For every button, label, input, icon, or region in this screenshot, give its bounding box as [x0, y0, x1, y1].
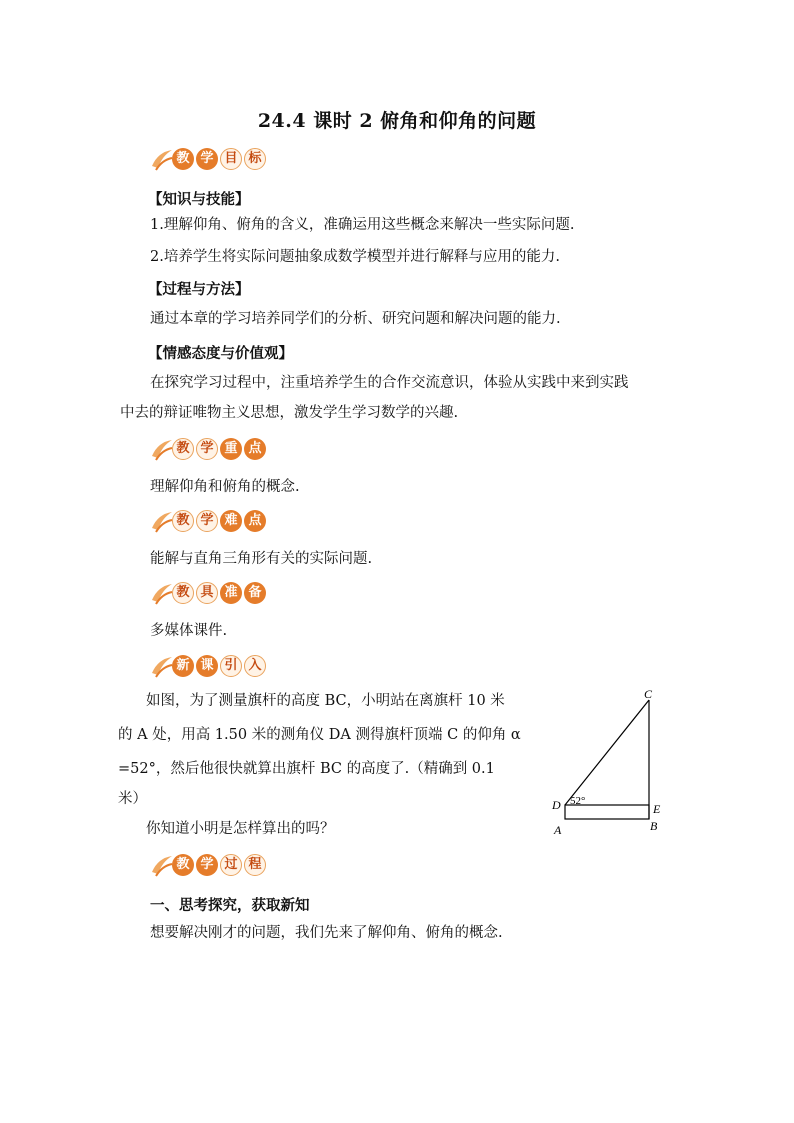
badge-char: 重 [220, 438, 242, 460]
badge-char: 引 [220, 655, 242, 677]
badge-char: 教 [172, 854, 194, 876]
tools-text: 多媒体课件. [150, 623, 228, 639]
swoosh-icon [150, 653, 174, 679]
badge-new-lesson-intro [150, 653, 260, 679]
swoosh-icon [150, 508, 174, 534]
intro-question: 你知道小明是怎样算出的吗？ [146, 821, 335, 837]
process-text: 通过本章的学习培养同学们的分析、研究问题和解决问题的能力. [150, 311, 561, 327]
intro-line-4: 米） [118, 791, 147, 807]
label-e: E [653, 802, 661, 816]
process-intro-text: 想要解决刚才的问题，我们先来了解仰角、俯角的概念. [150, 925, 503, 941]
badge-char: 目 [220, 148, 242, 170]
badge-char: 学 [196, 438, 218, 460]
badge-char: 教 [172, 582, 194, 604]
attitude-line-1: 在探究学习过程中，注重培养学生的合作交流意识，体验从实践中来到实践 [150, 375, 629, 391]
badge-char: 课 [196, 655, 218, 677]
badge-char: 入 [244, 655, 266, 677]
badge-difficult-points [150, 508, 260, 534]
badge-char: 学 [196, 854, 218, 876]
label-b: B [650, 819, 658, 833]
attitude-line-2: 中去的辩证唯物主义思想，激发学生学习数学的兴趣. [120, 405, 459, 421]
badge-teaching-goals [150, 146, 260, 172]
badge-char: 具 [196, 582, 218, 604]
section-heading-process: 【过程与方法】 [148, 281, 250, 298]
swoosh-icon [150, 852, 174, 878]
badge-char: 过 [220, 854, 242, 876]
label-c: C [644, 687, 653, 701]
badge-char: 准 [220, 582, 242, 604]
badge-char: 标 [244, 148, 266, 170]
page-title: 24.4 课时 2 俯角和仰角的问题 [257, 110, 537, 132]
badge-teaching-process [150, 852, 260, 878]
badge-char: 新 [172, 655, 194, 677]
section-heading-knowledge: 【知识与技能】 [148, 191, 250, 208]
badge-char: 教 [172, 510, 194, 532]
swoosh-icon [150, 436, 174, 462]
label-d: D [552, 798, 561, 812]
difficult-points-text: 能解与直角三角形有关的实际问题. [150, 551, 373, 567]
process-section-heading: 一、思考探究，获取新知 [150, 897, 310, 914]
badge-char: 学 [196, 148, 218, 170]
intro-line-1: 如图，为了测量旗杆的高度 BC，小明站在离旗杆 10 米 [146, 693, 505, 709]
badge-char: 点 [244, 438, 266, 460]
measuring-instrument-rect [565, 805, 649, 819]
line-of-sight [565, 700, 649, 805]
intro-line-3: =52°，然后他很快就算出旗杆 BC 的高度了.（精确到 0.1 [118, 761, 495, 777]
key-points-text: 理解仰角和俯角的概念. [150, 479, 300, 495]
badge-char: 程 [244, 854, 266, 876]
section-heading-attitude: 【情感态度与价值观】 [148, 345, 293, 362]
badge-char: 教 [172, 438, 194, 460]
badge-key-points [150, 436, 260, 462]
badge-char: 教 [172, 148, 194, 170]
badge-teaching-tools [150, 580, 260, 606]
intro-line-2: 的 A 处，用高 1.50 米的测角仪 DA 测得旗杆顶端 C 的仰角 α [118, 727, 521, 743]
badge-char: 备 [244, 582, 266, 604]
swoosh-icon [150, 146, 174, 172]
knowledge-item-1: 1.理解仰角、俯角的含义，准确运用这些概念来解决一些实际问题. [150, 217, 575, 233]
badge-char: 学 [196, 510, 218, 532]
badge-char: 难 [220, 510, 242, 532]
angle-label: 52° [570, 795, 586, 807]
flagpole-triangle-figure [540, 682, 680, 842]
swoosh-icon [150, 580, 174, 606]
label-a: A [554, 823, 562, 837]
badge-char: 点 [244, 510, 266, 532]
knowledge-item-2: 2.培养学生将实际问题抽象成数学模型并进行解释与应用的能力. [150, 249, 560, 265]
